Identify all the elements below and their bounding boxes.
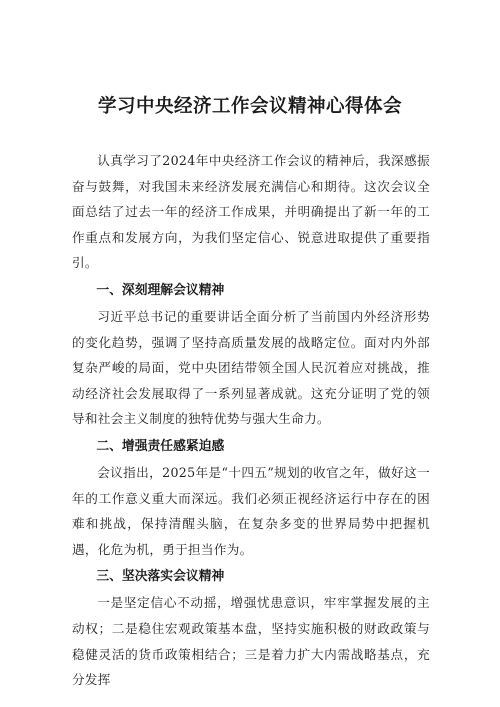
- section-heading-3: 三、坚决落实会议精神: [96, 569, 225, 585]
- section-paragraph-2: 会议指出，2025年是“十四五”规划的收官之年，做好这一年的工作意义重大而深远。我们必须正视经济运行中存在的困难和挑战，保持清醒头脑，在复杂多变的世界局势中把握机遇，化危为机，勇于担当作为。: [72, 464, 430, 557]
- intro-paragraph: 认真学习了2024年中央经济工作会议的精神后，我深感振奋与鼓舞，对我国未来经济发展充满信心和期待。这次会议全面总结了过去一年的经济工作成果，并明确提出了新一年的工作重点和发展方向，为我们坚定信心、锐意进取提供了重要指引。: [72, 153, 430, 271]
- document-title: 学习中央经济工作会议精神心得体会: [97, 96, 402, 117]
- section-paragraph-1: 习近平总书记的重要讲话全面分析了当前国内外经济形势的变化趋势，强调了坚持高质量发展的战略定位。面对内外部复杂严峻的局面，党中央团结带领全国人民沉着应对挑战，推动经济社会发展取得了一系列显著成就。这充分证明了党的领导和社会主义制度的独特优势与强大生命力。: [72, 308, 430, 427]
- section-paragraph-3: 一是坚定信心不动摇，增强忧患意识，牢牢掌握发展的主动权；二是稳住宏观政策基本盘，坚持实施积极的财政政策与稳健灵活的货币政策相结合；三是着力扩大内需战略基点，充分发挥: [72, 595, 430, 688]
- section-heading-1: 一、深刻理解会议精神: [96, 282, 225, 298]
- document-body: [72, 148, 430, 693]
- section-heading-2: 二、增强责任感紧迫感: [96, 438, 225, 454]
